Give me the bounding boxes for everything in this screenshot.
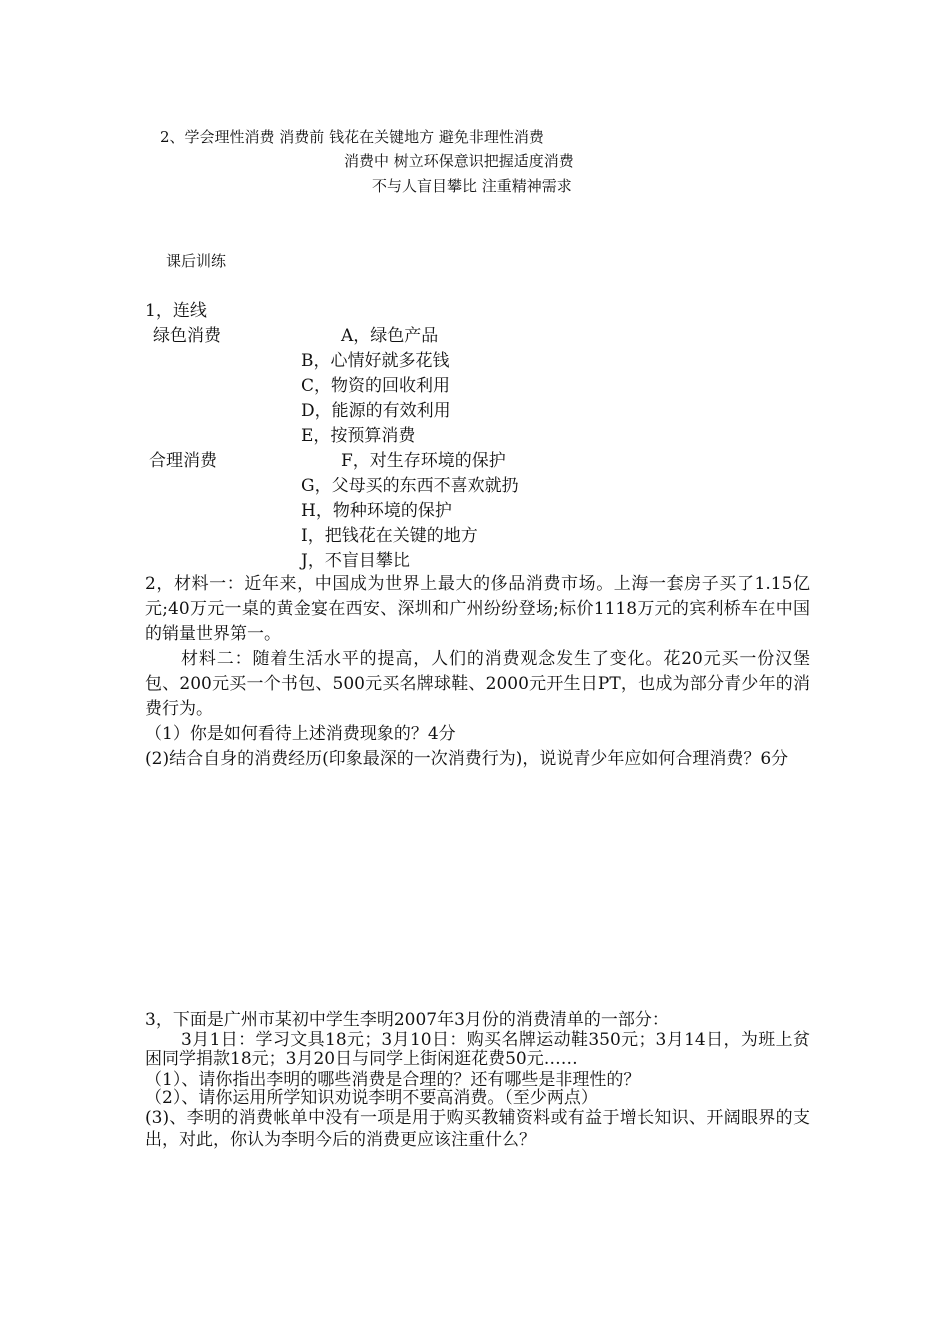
summary-line-1: 2、学会理性消费 消费前 钱花在关键地方 避免非理性消费 [160,128,544,146]
q3-subquestion-2: （2）、请你运用所学知识劝说李明不要高消费。（至少两点） [145,1088,598,1108]
q2-subquestion-2: (2)结合自身的消费经历(印象最深的一次消费行为)，说说青少年应如何合理消费？6分 [145,749,789,769]
section-title: 课后训练 [166,252,227,270]
match-option-g: G，父母买的东西不喜欢就扔 [301,476,519,496]
q3-spending-list: 3月1日：学习文具18元；3月10日：购买名牌运动鞋350元；3月14日，为班上贫困同学捐款18元；3月20日与同学上街闲逛花费50元…… [145,1030,810,1069]
q3-subquestion-1: （1）、请你指出李明的哪些消费是合理的？还有哪些是非理性的？ [145,1070,641,1090]
match-option-b: B，心情好就多花钱 [301,351,450,371]
match-option-i: I，把钱花在关键的地方 [301,526,478,546]
match-option-j: J，不盲目攀比 [301,551,410,571]
summary-line-2: 消费中 树立环保意识把握适度消费 [344,152,574,170]
q1-title: 1，连线 [145,301,207,321]
match-option-f: F，对生存环境的保护 [341,451,506,471]
q3-intro: 3，下面是广州市某初中学生李明2007年3月份的消费清单的一部分： [145,1010,669,1030]
q2-material-2: 材料二：随着生活水平的提高，人们的消费观念发生了变化。花20元买一份汉堡包、200元买一个书包、500元买名牌球鞋、2000元开生日PT，也成为部分青少年的消费行为。 [145,649,810,719]
match-option-a: A，绿色产品 [341,326,439,346]
match-option-h: H，物种环境的保护 [301,501,452,521]
match-option-e: E，按预算消费 [301,426,416,446]
match-left-green: 绿色消费 [153,326,221,346]
match-option-d: D，能源的有效利用 [301,401,451,421]
match-left-rational: 合理消费 [149,451,217,471]
q3-subquestion-3: (3)、李明的消费帐单中没有一项是用于购买教辅资料或有益于增长知识、开阔眼界的支出，对此，你认为李明今后的消费更应该注重什么？ [145,1108,810,1150]
q2-material-1: 2，材料一：近年来，中国成为世界上最大的侈品消费市场。上海一套房子买了1.15亿元;40万元一桌的黄金宴在西安、深圳和广州纷纷登场;标价1118万元的宾利桥车在中国的销量世界第一。 [145,574,810,644]
summary-line-3: 不与人盲目攀比 注重精神需求 [372,177,572,195]
match-option-c: C，物资的回收利用 [301,376,451,396]
q2-subquestion-1: （1）你是如何看待上述消费现象的？4分 [145,724,456,744]
